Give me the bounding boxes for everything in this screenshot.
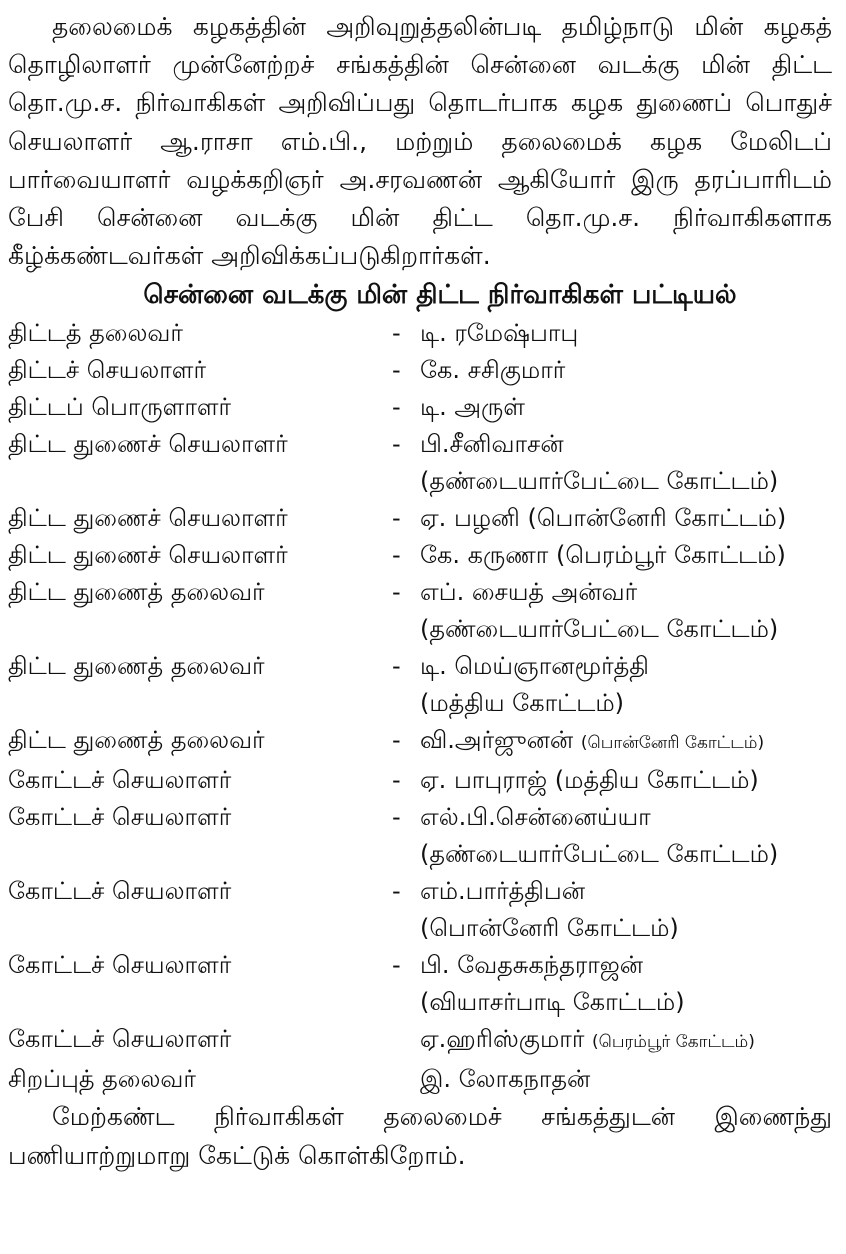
list-item bbox=[8, 762, 832, 799]
separator-dash: - bbox=[392, 504, 401, 533]
member-name-cell bbox=[420, 648, 832, 722]
member-name-cell bbox=[420, 315, 832, 352]
separator-dash: - bbox=[392, 766, 401, 795]
separator-dash: - bbox=[392, 319, 401, 348]
role-title: திட்ட துணைச் செயலாளர் bbox=[8, 504, 288, 533]
separator-dash: - bbox=[392, 356, 401, 385]
member-name: ஏ.ஹரிஸ்குமார் bbox=[420, 1025, 585, 1054]
role-title: கோட்டச் செயலாளர் bbox=[8, 1025, 232, 1054]
list-item bbox=[8, 352, 832, 389]
separator-dash: - bbox=[392, 726, 401, 755]
closing-text: மேற்கண்ட நிர்வாகிகள் தலைமைச் சங்கத்துடன் இணைந்து பணியாற்றுமாறு கேட்டுக் கொள்கிறோம். bbox=[8, 1102, 832, 1170]
separator-dash: - bbox=[392, 541, 401, 570]
member-division: (பொன்னேரி கோட்டம்) bbox=[420, 914, 679, 943]
separator-dash: - bbox=[392, 430, 401, 459]
list-item bbox=[8, 1061, 832, 1098]
member-division: (வியாசர்பாடி கோட்டம்) bbox=[420, 988, 685, 1017]
separator-dash: - bbox=[392, 393, 401, 422]
intro-text: தலைமைக் கழகத்தின் அறிவுறுத்தலின்படி தமிழ்நாடு மின் கழகத் தொழிலாளர் முன்னேற்றச் சங்கத்தின் சென்னை வடக்கு மின் திட்ட தொ.மு.ச. நிர்வாகிகள் அறிவிப்பது தொடர்பாக கழக துணைப் பொதுச் செயலாளர் ஆ.ராசா எம்.பி., மற்றும் தலைமைக் கழக மேலிடப் பார்வையாளர் வழக்கறிஞர் அ.சரவணன் ஆகியோர் இரு தரப்பாரிடம் பேசி சென்னை வடக்கு மின் திட்ட தொ.மு.ச. நிர்வாகிகளாக கீழ்க்கண்டவர்கள் அறிவிக்கப்படுகிறார்கள். bbox=[8, 12, 832, 271]
list-item bbox=[8, 648, 832, 722]
role-title: திட்ட துணைத் தலைவர் bbox=[8, 726, 265, 755]
member-name-cell bbox=[420, 389, 832, 426]
member-name: ஏ. பாபுராஜ் (மத்திய கோட்டம்) bbox=[420, 766, 759, 795]
role-title: திட்ட துணைத் தலைவர் bbox=[8, 578, 265, 607]
member-division: (பொன்னேரி கோட்டம்) bbox=[580, 733, 765, 754]
member-name: எப். சையத் அன்வர் bbox=[420, 578, 638, 607]
list-item bbox=[8, 1021, 832, 1061]
list-item bbox=[8, 722, 832, 762]
member-name: பி.சீனிவாசன் bbox=[420, 430, 564, 459]
member-division: (தண்டையார்பேட்டை கோட்டம்) bbox=[420, 615, 779, 644]
closing-paragraph bbox=[8, 1098, 832, 1174]
member-name: டி. அருள் bbox=[420, 393, 525, 422]
member-name-cell bbox=[420, 352, 832, 389]
role-title: கோட்டச் செயலாளர் bbox=[8, 951, 232, 980]
member-name: பி. வேதசுகந்தராஜன் bbox=[420, 951, 644, 980]
member-name-cell bbox=[420, 873, 832, 947]
member-name: கே. கருணா (பெரம்பூர் கோட்டம்) bbox=[420, 541, 786, 570]
member-division: (பெரம்பூர் கோட்டம்) bbox=[592, 1032, 755, 1053]
list-item bbox=[8, 873, 832, 947]
member-name: கே. சசிகுமார் bbox=[420, 356, 566, 385]
member-name: வி.அர்ஜுனன் bbox=[420, 726, 574, 755]
member-name: இ. லோகநாதன் bbox=[420, 1065, 591, 1094]
separator-dash: - bbox=[392, 652, 401, 681]
list-item bbox=[8, 389, 832, 426]
member-name-cell bbox=[420, 799, 832, 873]
member-name: ஏ. பழனி (பொன்னேரி கோட்டம்) bbox=[420, 504, 787, 533]
role-title: கோட்டச் செயலாளர் bbox=[8, 877, 232, 906]
member-division: (தண்டையார்பேட்டை கோட்டம்) bbox=[420, 467, 779, 496]
member-division: (தண்டையார்பேட்டை கோட்டம்) bbox=[420, 840, 779, 869]
separator-dash: - bbox=[392, 803, 401, 832]
member-name-cell bbox=[420, 537, 832, 574]
list-item bbox=[8, 426, 832, 500]
member-name: எல்.பி.சென்னைய்யா bbox=[420, 803, 651, 832]
role-title: திட்ட துணைத் தலைவர் bbox=[8, 652, 265, 681]
role-title: சிறப்புத் தலைவர் bbox=[8, 1065, 196, 1094]
role-title: திட்டச் செயலாளர் bbox=[8, 356, 206, 385]
intro-paragraph bbox=[8, 8, 832, 275]
list-item bbox=[8, 537, 832, 574]
office-bearers-list bbox=[8, 315, 832, 1098]
separator-dash: - bbox=[392, 951, 401, 980]
member-name: எம்.பார்த்திபன் bbox=[420, 877, 586, 906]
member-name-cell bbox=[420, 762, 832, 799]
role-title: திட்ட துணைச் செயலாளர் bbox=[8, 430, 288, 459]
member-name-cell bbox=[420, 947, 832, 1021]
member-name: டி. ரமேஷ்பாபு bbox=[420, 319, 579, 348]
role-title: திட்டப் பொருளாளர் bbox=[8, 393, 232, 422]
member-name-cell bbox=[420, 426, 832, 500]
separator-dash: - bbox=[392, 877, 401, 906]
list-title: சென்னை வடக்கு மின் திட்ட நிர்வாகிகள் பட்டியல் bbox=[143, 280, 737, 311]
member-name-cell bbox=[420, 1021, 832, 1061]
list-item bbox=[8, 315, 832, 352]
list-item bbox=[8, 947, 832, 1021]
member-name-cell bbox=[420, 722, 832, 762]
role-title: கோட்டச் செயலாளர் bbox=[8, 803, 232, 832]
member-name-cell bbox=[420, 500, 832, 537]
member-name: டி. மெய்ஞானமூர்த்தி bbox=[420, 652, 649, 681]
role-title: திட்ட துணைச் செயலாளர் bbox=[8, 541, 288, 570]
separator-dash: - bbox=[392, 578, 401, 607]
list-item bbox=[8, 574, 832, 648]
role-title: கோட்டச் செயலாளர் bbox=[8, 766, 232, 795]
member-name-cell bbox=[420, 574, 832, 648]
list-item bbox=[8, 799, 832, 873]
member-name-cell bbox=[420, 1061, 832, 1098]
member-division: (மத்திய கோட்டம்) bbox=[420, 689, 624, 718]
role-title: திட்டத் தலைவர் bbox=[8, 319, 183, 348]
list-item bbox=[8, 500, 832, 537]
